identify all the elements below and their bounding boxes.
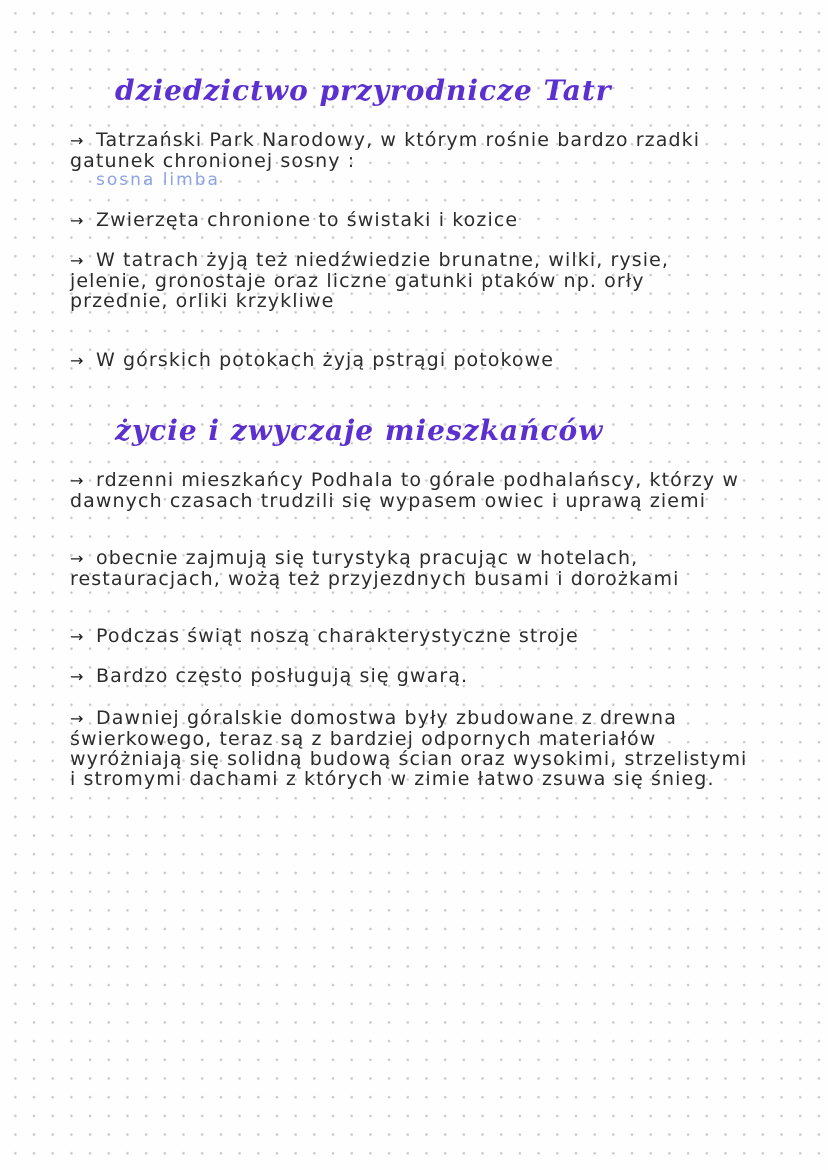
list-item-text: Bardzo często posługują się gwarą. (96, 665, 469, 687)
arrow-icon: → (70, 627, 85, 646)
arrow-icon: → (70, 471, 85, 490)
list-item-text: rdzenni mieszkańcy Podhala to górale podhalańscy, którzy w dawnych czasach trudzili się wypasem owiec i uprawą ziemi (70, 469, 739, 512)
list-item-text: obecnie zajmują się turystyką pracując w hotelach, restauracjach, wożą też przyjezdnych busami i dorożkami (70, 547, 680, 590)
list-item (70, 470, 750, 511)
arrow-icon: → (70, 211, 85, 230)
section-heading-life: życie i zwyczaje mieszkańców (115, 414, 604, 447)
arrow-icon: → (70, 251, 85, 270)
list-item (70, 250, 750, 311)
list-item-text: W tatrach żyją też niedźwiedzie brunatne, wilki, rysie, jelenie, gronostaje oraz liczne gatunki ptaków np. orły przednie, orliki krzykliwe (70, 249, 670, 312)
list-item (70, 130, 750, 171)
list-item (70, 708, 750, 789)
list-item (70, 626, 750, 647)
list-item (70, 210, 750, 231)
list-item (70, 666, 750, 687)
list-item (70, 350, 750, 371)
arrow-icon: → (70, 667, 85, 686)
list-item-text: Podczas świąt noszą charakterystyczne stroje (96, 625, 579, 647)
arrow-icon: → (70, 131, 85, 150)
arrow-icon: → (70, 709, 85, 728)
list-item-text: Tatrzański Park Narodowy, w którym rośnie bardzo rzadki gatunek chronionej sosny : (70, 129, 701, 172)
list-item (70, 548, 750, 589)
list-item-text: Zwierzęta chronione to świstaki i kozice (96, 209, 519, 231)
list-item-text: W górskich potokach żyją pstrągi potokowe (96, 349, 555, 371)
arrow-icon: → (70, 351, 85, 370)
highlight-note: sosna limba (96, 170, 220, 190)
section-heading-nature: dziedzictwo przyrodnicze Tatr (115, 74, 612, 107)
list-item-text: Dawniej góralskie domostwa były zbudowane z drewna świerkowego, teraz są z bardziej odpornych materiałów wyróżniają się solidną budową ścian oraz wysokimi, strzelistymi i stromymi dachami z których w zimie łatwo zsuwa się śnieg. (70, 707, 748, 790)
arrow-icon: → (70, 549, 85, 568)
